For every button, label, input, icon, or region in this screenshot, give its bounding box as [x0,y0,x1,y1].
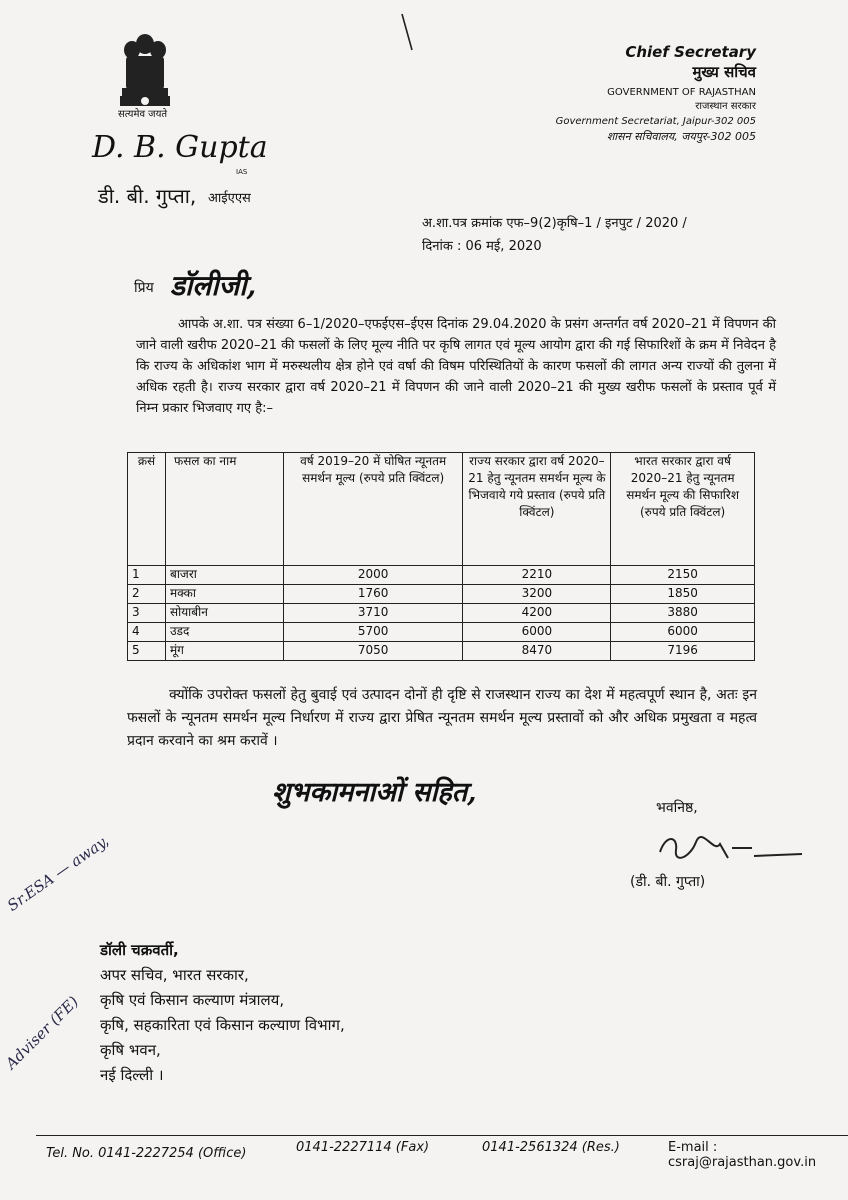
table-cell: 2 [128,585,166,604]
recipient-line: डॉली चक्रवर्ती, [100,941,179,959]
table-cell: सोयाबीन [165,604,283,623]
footer-fax: 0141-2227114 (Fax) [296,1140,430,1155]
letterhead [456,42,756,145]
recipient-line: कृषि, सहकारिता एवं किसान कल्याण विभाग, [100,1016,345,1034]
table-row [128,604,755,623]
body-paragraph-1-text: आपके अ.शा. पत्र संख्या 6–1/2020–एफईएस–ईएस दिनांक 29.04.2020 के प्रसंग अन्तर्गत वर्ष 2020–21 में विपणन की जाने वाली खरीफ 2020–21 की फसलों के लिए मूल्य नीति पर कृषि लागत एवं मूल्य आयोग द्वारा की गई सिफारिशों के क्रम में निवेदन है कि राज्य के अधिकांश भाग में मरुस्थलीय क्षेत्र होने एवं वर्षा की विषम परिस्थितियों के कारण फसलों की लागत अन्य राज्यों की तुलना में अधिक रहती है। राज्य सरकार द्वारा वर्ष 2020–21 में विपणन की जाने वाली 2020–21 की मुख्य खरीफ फसलों के प्रस्ताव पूर्व में निम्न प्रकार भिजवाए गए है:– [136,317,776,416]
recipient-line: अपर सचिव, भारत सरकार, [100,966,249,984]
recipient-address [100,938,345,1088]
sender-name: डी. बी. गुप्ता, [98,184,197,208]
table-cell: 3880 [611,604,755,623]
letterhead-address-hi: शासन सचिवालय, जयपुर-302 005 [606,130,756,143]
table-header-cell: फसल का नाम [165,453,283,566]
table-cell: 5 [128,642,166,661]
table-cell: 7196 [611,642,755,661]
table-row [128,623,755,642]
reference-block [422,212,687,258]
table-row [128,642,755,661]
table-cell: 5700 [283,623,463,642]
table-cell: 2210 [463,566,611,585]
margin-note-1: Sr.ESA — away, [4,831,112,915]
closing-yours: भवनिष्ठ, [656,800,698,816]
recipient-line: कृषि भवन, [100,1041,161,1059]
footer-email: E-mail : csraj@rajasthan.gov.in [668,1140,817,1170]
sender-suffix: आईएएस [208,191,251,206]
table-header-cell: वर्ष 2019–20 में घोषित न्यूनतम समर्थन मूल्य (रुपये प्रति क्विंटल) [283,453,463,566]
footer-divider [36,1135,848,1136]
letterhead-govt-hi: राजस्थान सरकार [695,101,756,112]
table-cell: 4 [128,623,166,642]
sender-signature: D. B. Gupta [92,130,268,165]
table-cell: 3710 [283,604,463,623]
salutation-prefix: प्रिय [134,280,154,296]
table-cell: मूंग [165,642,283,661]
table-cell: 1850 [611,585,755,604]
table-row [128,585,755,604]
letterhead-title-hi: मुख्य सचिव [692,63,756,81]
table-header-cell: राज्य सरकार द्वारा वर्ष 2020–21 हेतु न्यूनतम समर्थन मूल्य के भिजवाये गये प्रस्ताव (रुपये प्रति क्विंटल) [463,453,611,566]
reference-number: अ.शा.पत्र क्रमांक एफ–9(2)कृषि–1 / इनपुट / 2020 / [422,216,687,231]
table-cell: उडद [165,623,283,642]
letterhead-title-en: Chief Secretary [625,43,756,61]
table-cell: 3 [128,604,166,623]
table-cell: 7050 [283,642,463,661]
closing-signature-name: (डी. बी. गुप्ता) [630,874,706,890]
table-cell: 2150 [611,566,755,585]
table-cell: 8470 [463,642,611,661]
table-cell: 6000 [611,623,755,642]
recipient-line: कृषि एवं किसान कल्याण मंत्रालय, [100,991,285,1009]
table-cell: 2000 [283,566,463,585]
letterhead-address-en: Government Secretariat, Jaipur-302 005 [555,116,756,127]
closing-wishes: शुभकामनाओं सहित, [272,777,477,808]
table-cell: 6000 [463,623,611,642]
table-row [128,566,755,585]
reference-date: दिनांक : 06 मई, 2020 [422,239,542,254]
table-cell: 1 [128,566,166,585]
emblem-motto: सत्यमेव जयते [118,109,168,120]
salutation-name: डॉलीजी, [170,269,257,302]
body-paragraph-1 [136,314,776,419]
table-cell: 3200 [463,585,611,604]
table-cell: 1760 [283,585,463,604]
table-header-cell: क्रसं [128,453,166,566]
table-cell: मक्का [165,585,283,604]
pen-stroke-mark [400,12,414,52]
sender-signature-suffix: IAS [236,168,248,176]
margin-note-2: Adviser (FE) [2,992,83,1073]
handwritten-signature-icon [656,828,806,868]
table-header-cell: भारत सरकार द्वारा वर्ष 2020–21 हेतु न्यूनतम समर्थन मूल्य की सिफारिश (रुपये प्रति क्विंटल) [611,453,755,566]
footer-office-phone: Tel. No. 0141-2227254 (Office) [46,1146,247,1161]
table-cell: बाजरा [165,566,283,585]
body-paragraph-2 [127,684,757,753]
recipient-line: नई दिल्ली । [100,1066,164,1084]
letterhead-govt-en: GOVERNMENT OF RAJASTHAN [607,87,756,98]
msp-table [127,452,755,661]
footer-residence-phone: 0141-2561324 (Res.) [482,1140,620,1155]
table-cell: 4200 [463,604,611,623]
body-paragraph-2-text: क्योंकि उपरोक्त फसलों हेतु बुवाई एवं उत्पादन दोनों ही दृष्टि से राजस्थान राज्य का देश में महत्वपूर्ण स्थान है, अतः इन फसलों के न्यूनतम समर्थन मूल्य निर्धारण में राज्य द्वारा प्रेषित न्यूनतम समर्थन मूल्य प्रस्तावों को और अधिक प्रमुखता व महत्व प्रदान करवाने का श्रम करावें । [127,687,757,749]
table-header-row [128,453,755,566]
